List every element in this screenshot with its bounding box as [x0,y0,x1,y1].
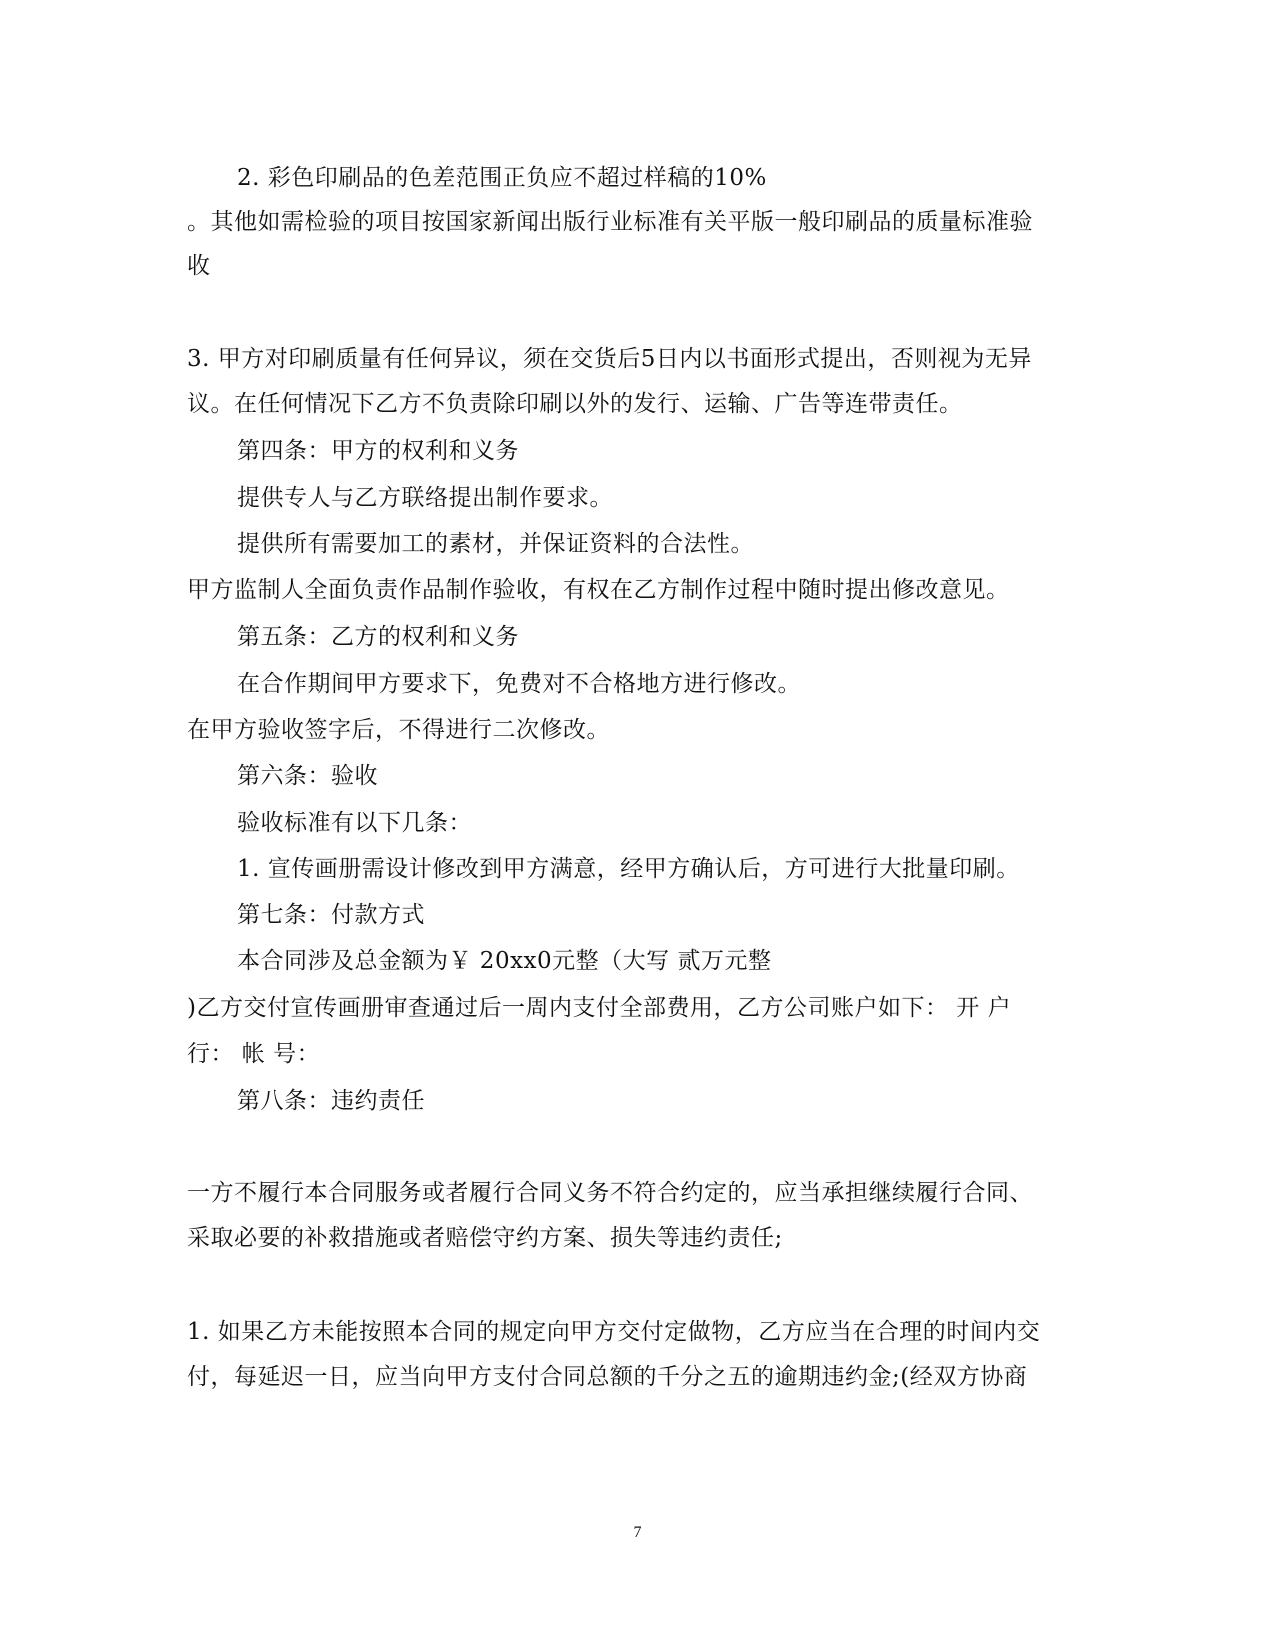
text-line: 付，每延迟一日，应当向甲方支付合同总额的千分之五的逾期违约金;(经双方协商 [187,1364,1028,1390]
text-line: 在合作期间甲方要求下，免费对不合格地方进行修改。 [237,671,801,697]
page-number: 7 [633,1524,642,1541]
text-line: 验收标准有以下几条： [237,810,472,836]
text-line: 2. 彩色印刷品的色差范围正负应不超过样稿的10% [237,165,767,191]
text-line: 1. 宣传画册需设计修改到甲方满意，经甲方确认后，方可进行大批量印刷。 [237,856,1020,882]
text-line: 3. 甲方对印刷质量有任何异议，须在交货后5日内以书面形式提出，否则视为无异 [187,346,1032,372]
text-line: 提供专人与乙方联络提出制作要求。 [237,485,613,511]
section-heading: 第七条：付款方式 [237,902,425,928]
text-line: 收 [187,253,211,279]
text-line: 议。在任何情况下乙方不负责除印刷以外的发行、运输、广告等连带责任。 [187,391,963,417]
text-line: )乙方交付宣传画册审查通过后一周内支付全部费用，乙方公司账户如下： 开 户 [187,995,1012,1021]
text-line: 采取必要的补救措施或者赔偿守约方案、损失等违约责任; [187,1225,783,1251]
section-heading: 第四条：甲方的权利和义务 [237,438,519,464]
section-heading: 第五条：乙方的权利和义务 [237,624,519,650]
text-line: 。其他如需检验的项目按国家新闻出版行业标准有关平版一般印刷品的质量标准验 [187,209,1033,235]
text-line: 1. 如果乙方未能按照本合同的规定向甲方交付定做物，乙方应当在合理的时间内交 [187,1319,1041,1345]
text-line: 提供所有需要加工的素材，并保证资料的合法性。 [237,531,754,557]
text-line: 甲方监制人全面负责作品制作验收，有权在乙方制作过程中随时提出修改意见。 [187,577,1010,603]
text-line: 在甲方验收签字后，不得进行二次修改。 [187,717,610,743]
section-heading: 第八条：违约责任 [237,1088,425,1114]
text-line: 本合同涉及总金额为￥ 20xx0元整（大写 贰万元整 [237,948,772,974]
section-heading: 第六条：验收 [237,763,378,789]
text-line: 一方不履行本合同服务或者履行合同义务不符合约定的，应当承担继续履行合同、 [187,1180,1033,1206]
text-line: 行： 帐 号： [187,1041,321,1067]
